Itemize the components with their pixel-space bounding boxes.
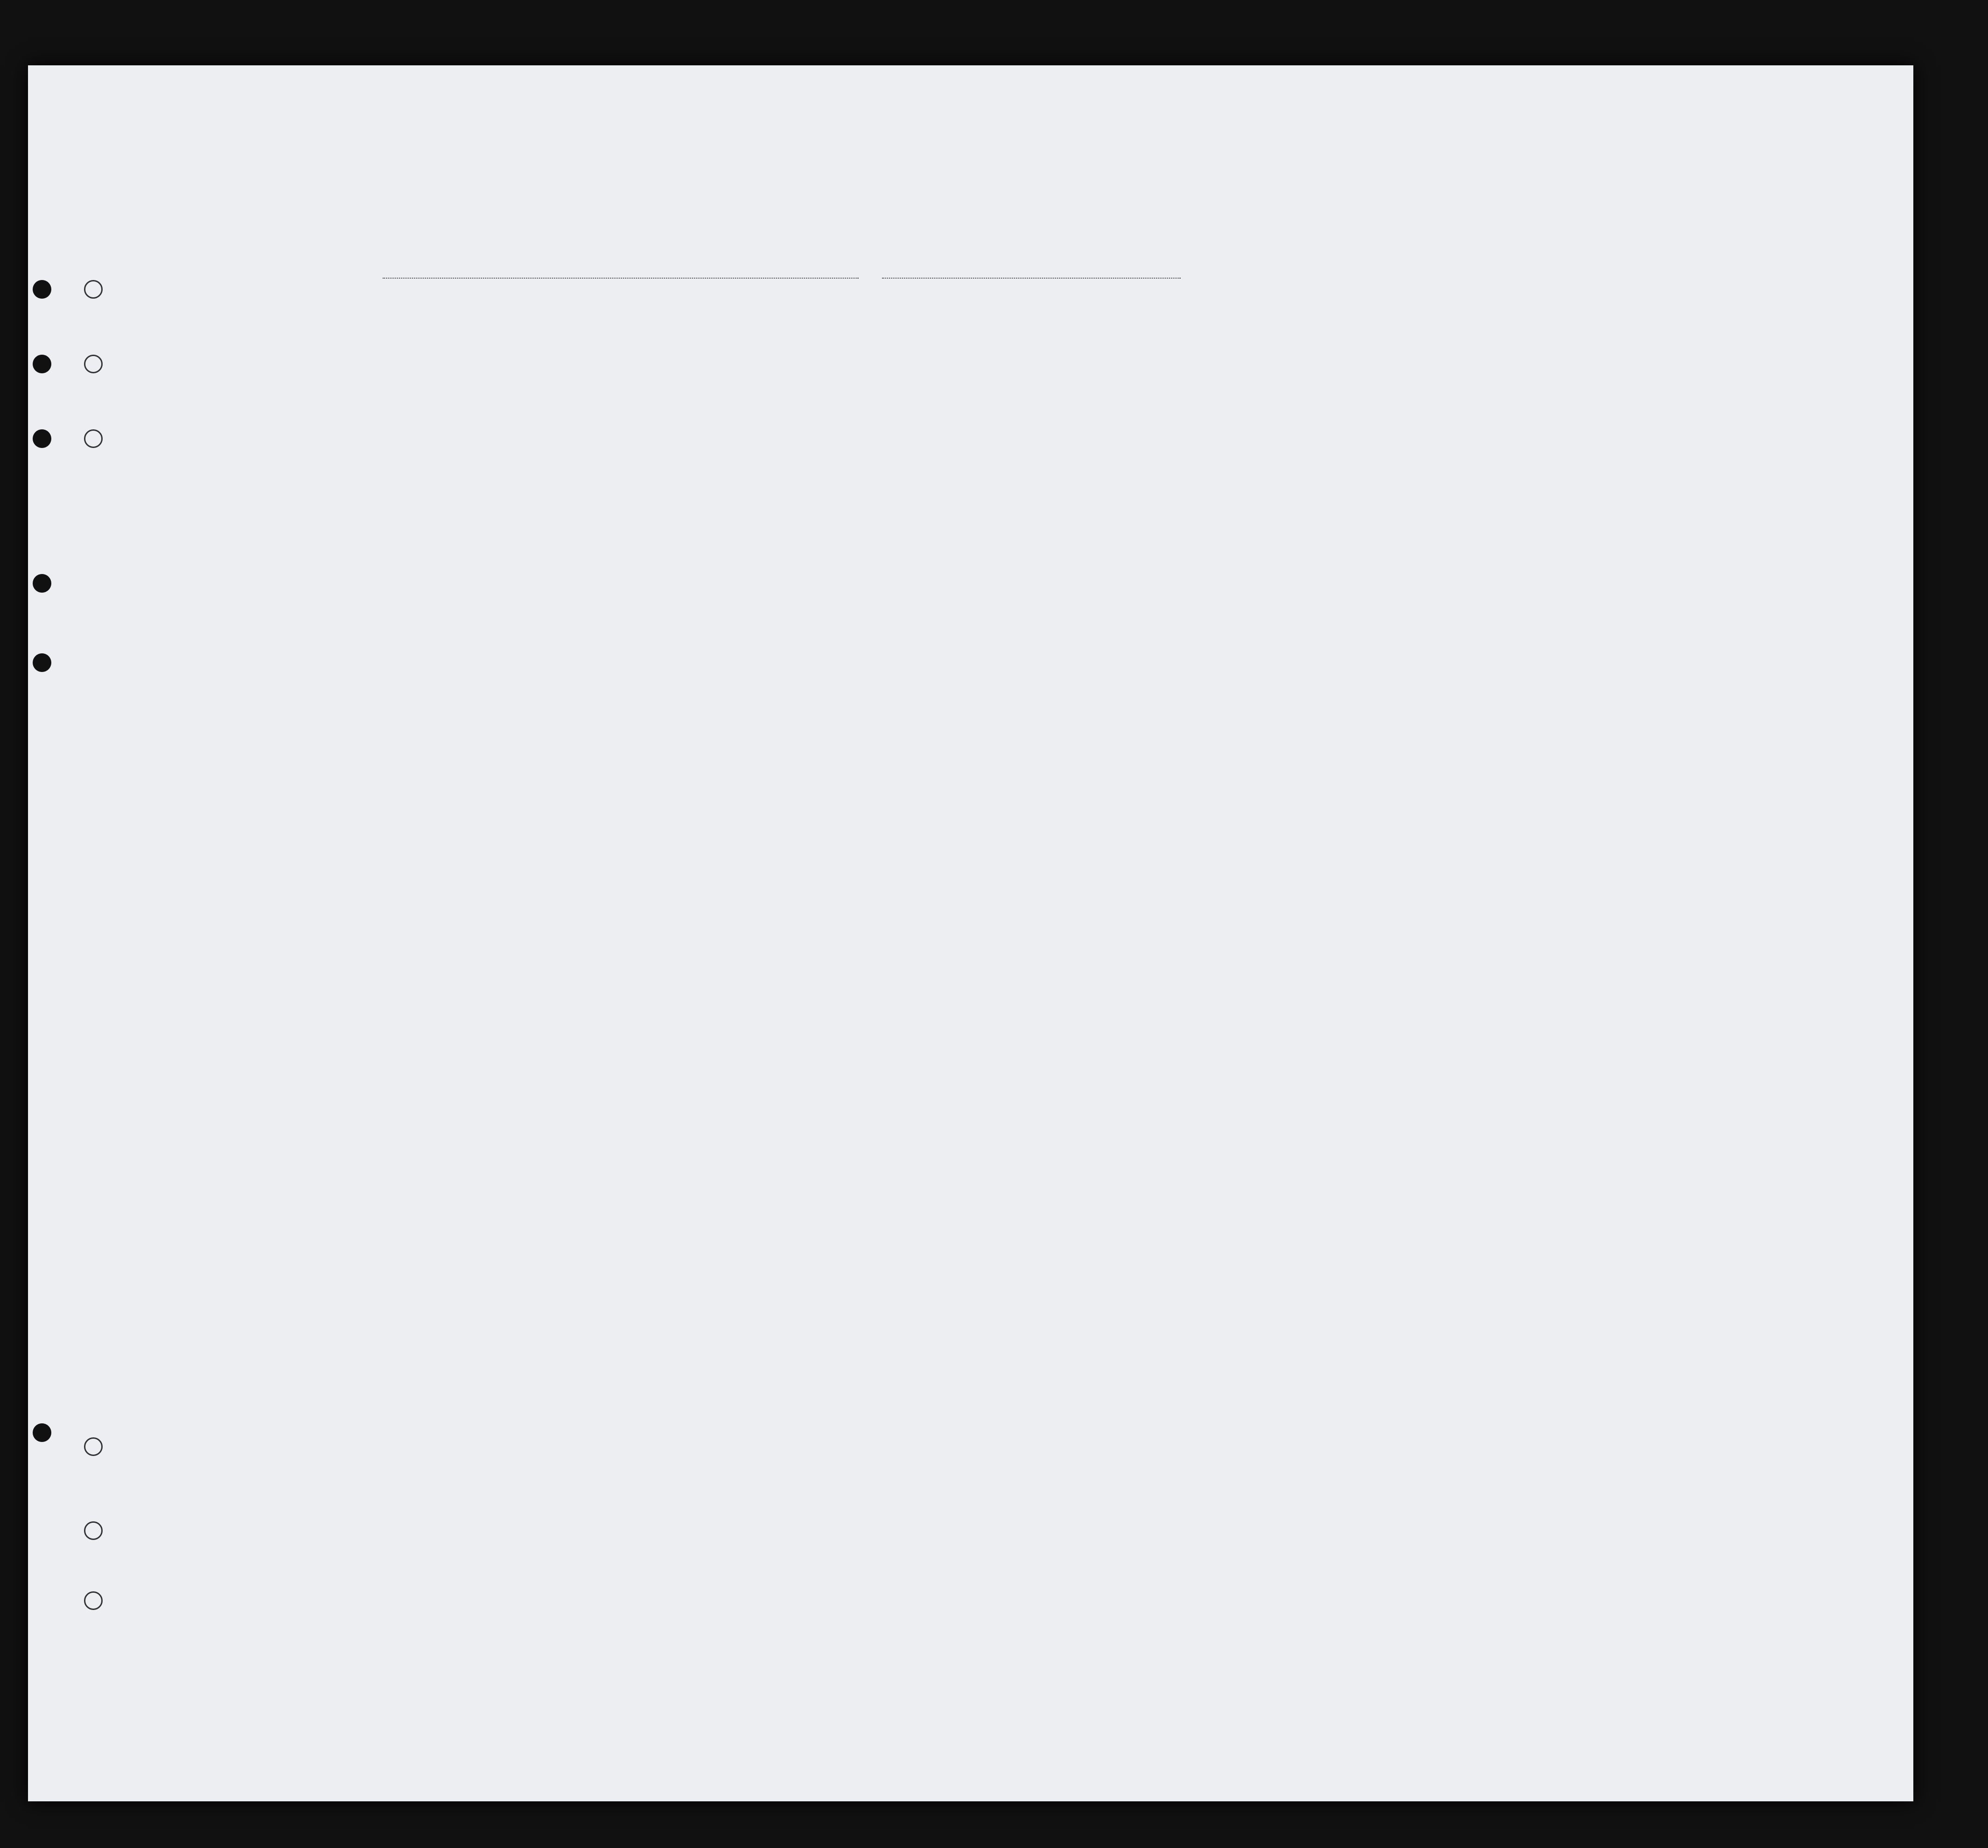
reinforcement-ring <box>84 280 103 299</box>
reinforcement-ring <box>84 1591 103 1610</box>
punch-hole <box>33 574 51 593</box>
punch-hole <box>33 653 51 672</box>
punch-hole <box>33 429 51 448</box>
manifest-sheet <box>28 65 1913 1801</box>
punch-hole <box>33 280 51 299</box>
reinforcement-ring <box>84 429 103 448</box>
reinforcement-ring <box>84 1437 103 1456</box>
punch-hole <box>33 1423 51 1442</box>
punch-hole <box>33 355 51 373</box>
table-grid <box>28 65 1913 1801</box>
reinforcement-ring <box>84 1521 103 1540</box>
reinforcement-ring <box>84 355 103 373</box>
